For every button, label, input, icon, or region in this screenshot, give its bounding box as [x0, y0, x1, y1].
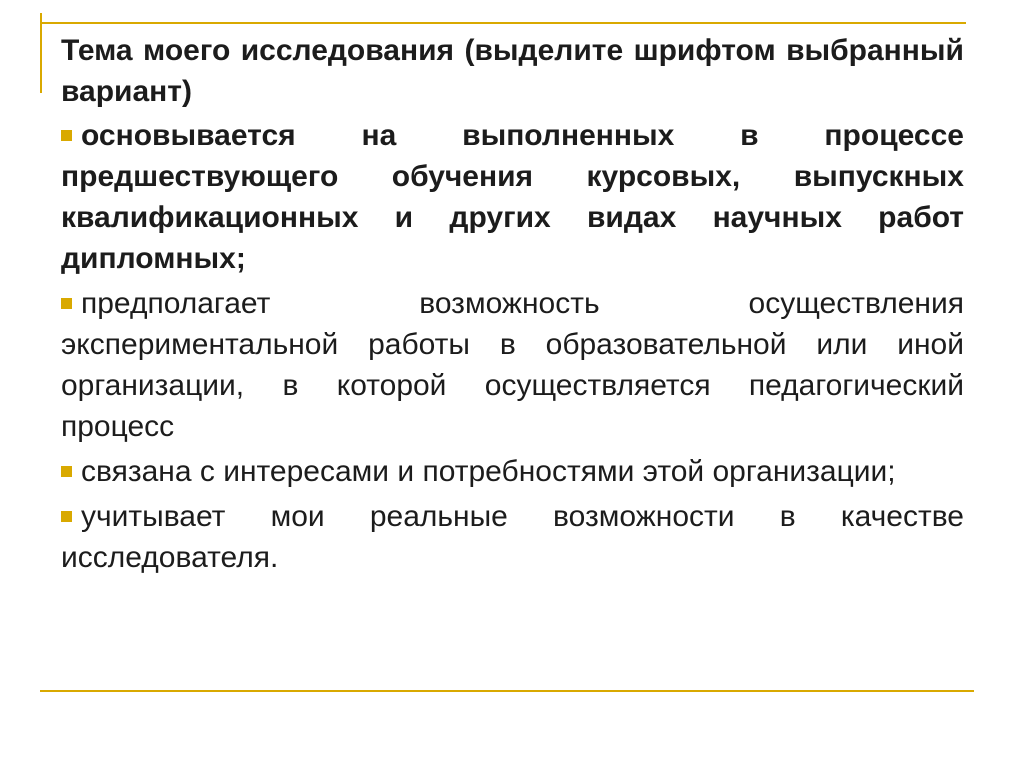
frame-top-rule: [40, 22, 966, 24]
frame-bottom-rule: [40, 690, 974, 692]
square-bullet-icon: [61, 130, 72, 141]
square-bullet-icon: [61, 298, 72, 309]
frame-left-rule: [40, 13, 42, 93]
list-item: [61, 115, 964, 279]
list-item: [61, 451, 964, 492]
list-item-text: предполагает возможность осуществления экспериментальной работы в образовательной или иной организации, в которой осуществляется педагогический процесс: [61, 287, 964, 443]
slide-content: [61, 30, 964, 582]
list-item-text: связана с интересами и потребностями этой организации;: [81, 455, 896, 488]
list-item-text: основывается на выполненных в процессе предшествующего обучения курсовых, выпускных квалификационных и других видах научных работ дипломных;: [61, 119, 964, 275]
list-item: [61, 496, 964, 578]
slide-title: Тема моего исследования (выделите шрифтом выбранный вариант): [61, 34, 964, 108]
list-item: [61, 283, 964, 447]
square-bullet-icon: [61, 511, 72, 522]
list-item-text: учитывает мои реальные возможности в качестве исследователя.: [61, 500, 964, 574]
square-bullet-icon: [61, 466, 72, 477]
